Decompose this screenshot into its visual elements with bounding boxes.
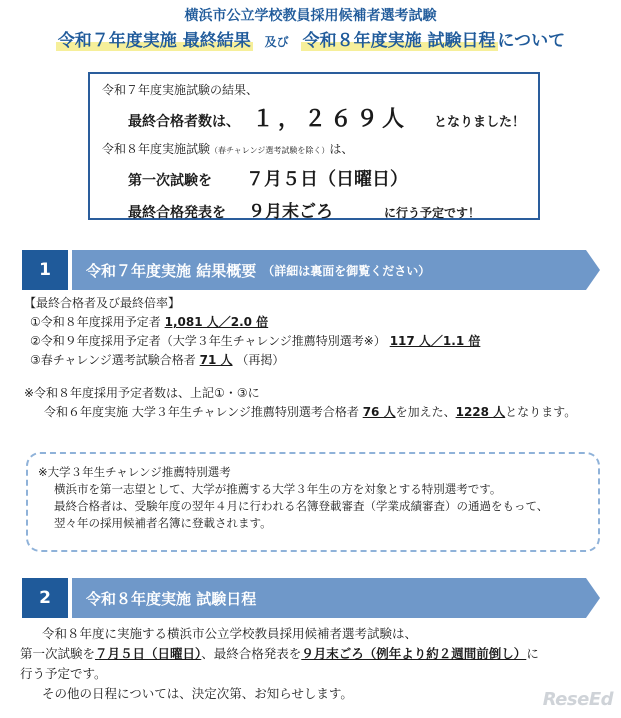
result-row-3 [24,351,604,370]
result-3-value: 71 人 [199,353,233,367]
section-2-arrow [586,578,600,618]
result-3-suffix: （再掲） [236,353,285,367]
summary-pass-count: １，２６９人 [252,107,409,132]
schedule-line-2 [20,644,610,664]
final-announce-date: ９月末ごろ [248,202,333,222]
callout-heading: ※大学３年生チャレンジ推薦特別選考 [38,465,231,479]
schedule-line-4: その他の日程については、決定次第、お知らせします。 [42,686,353,701]
schedule-line-3: 行う予定です。 [20,666,107,681]
summary-pass-tail: となりました！ [434,115,526,130]
summary-2026-label: 令和８年度実施試験 [102,142,211,156]
callout-line-3: 翌々年の採用候補者名簿に登載されます。 [54,516,272,530]
section-2-title-bar [72,578,586,618]
schedule-first-exam-date: ７月５日（日曜日） [95,646,202,661]
section-2-title: 令和８年度実施 試験日程 [86,589,257,608]
result-2-label: ②令和９年度採用予定者（大学３年生チャレンジ推薦特別選考※） [30,334,386,348]
title-part-a: 令和７年度実施 最終結果 [57,31,251,51]
result-row-2 [24,332,604,351]
note-2-b: 76 人 [362,405,396,419]
note-2-d: 1228 人 [455,405,506,419]
result-2-value: 117 人／1.1 倍 [389,334,481,348]
results-heading: 【最終合格者及び最終倍率】 [24,296,181,310]
result-1-value: 1,081 人／2.0 倍 [164,315,269,329]
callout-line-2: 最終合格者は、受験年度の翌年４月に行われる名簿登載審査（学業成績審査）の通過をもって、 [54,499,549,513]
results-note [24,384,604,422]
summary-2026-suffix: は、 [329,142,354,156]
summary-line-4 [128,165,526,191]
logo-text: ReseEd [542,688,613,710]
summary-line-2 [128,102,526,133]
document-title [0,28,621,55]
result-3-label: ③春チャレンジ選考試験合格者 [30,353,196,367]
title-part-b: 令和８年度実施 試験日程 [302,31,496,51]
title-and: 及び [264,35,289,49]
final-announce-tail: に行う予定です！ [384,206,481,220]
section-1-header [22,250,600,290]
summary-line-5 [128,197,526,222]
section-2-header [22,578,600,618]
results-note-line-1: ※令和８年度採用予定者数は、上記①・③に [24,386,260,400]
section-1-title-bar [72,250,586,290]
schedule-2-e: に [526,646,539,661]
section-1-note: （詳細は裏面を御覧ください） [262,263,431,278]
results-note-line-2 [24,403,604,422]
note-2-a: 令和６年度実施 大学３年生チャレンジ推薦特別選考合格者 [44,405,359,419]
organization-title: 横浜市公立学校教員採用候補者選考試験 [184,8,437,24]
first-exam-label: 第一次試験を [128,173,212,189]
schedule-final-announce-date: ９月末ごろ（例年より約２週間前倒し） [301,646,527,661]
schedule-2-a: 第一次試験を [20,646,96,661]
results-body [24,294,604,422]
document-header [0,6,621,55]
section-1-number: 1 [22,250,68,290]
summary-pass-label: 最終合格者数は、 [128,114,240,130]
schedule-2-c: 、最終合格発表を [201,646,302,661]
summary-line-3 [102,141,526,159]
result-1-label: ①令和８年度採用予定者 [30,315,161,329]
title-part-c: について [497,31,566,51]
section-2-number: 2 [22,578,68,618]
final-announce-label: 最終合格発表を [128,205,226,221]
summary-2026-exclusion: （春チャレンジ選考試験を除く） [210,146,330,155]
section-1-arrow [586,250,600,290]
summary-line-1: 令和７年度実施試験の結果、 [102,83,259,97]
special-selection-callout [26,452,600,552]
callout-line-1: 横浜市を第一志望として、大学が推薦する大学３年生の方を対象とする特別選考です。 [54,482,502,496]
schedule-line-1: 令和８年度に実施する横浜市公立学校教員採用候補者選考試験は、 [42,626,418,641]
first-exam-date: ７月５日（日曜日） [246,169,408,190]
note-2-c: を加えた、 [395,405,456,419]
resed-watermark-logo [521,686,613,712]
note-2-e: となります。 [505,405,577,419]
result-row-1 [24,313,604,332]
section-1-title: 令和７年度実施 結果概要 [86,261,257,280]
summary-box [88,72,540,220]
